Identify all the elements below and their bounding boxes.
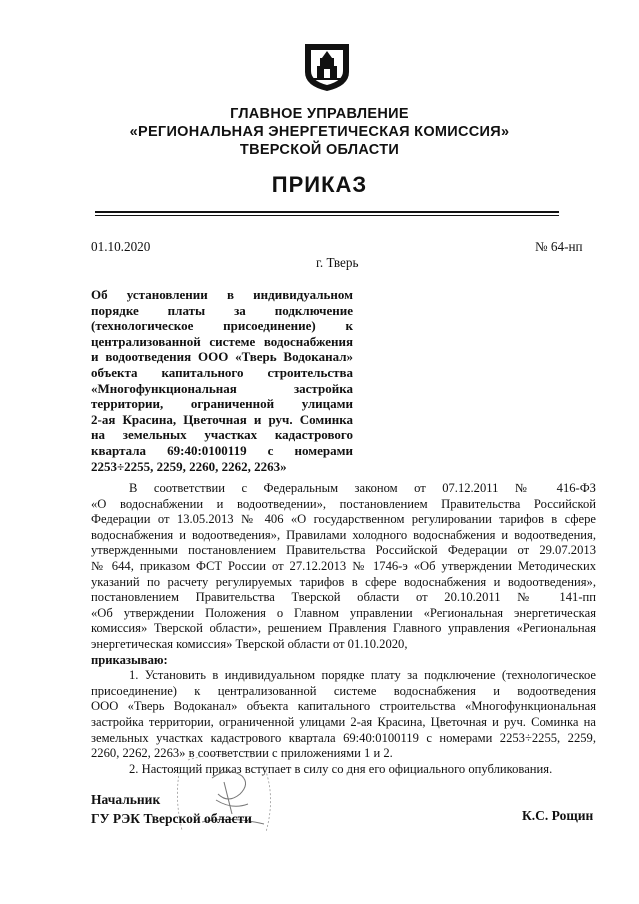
subject-line: порядке платы за подключение — [91, 302, 353, 318]
subject-line: 2253÷2255, 2259, 2260, 2262, 2263» — [91, 458, 287, 474]
body-line: Федерации от 13.05.2013 № 406 «О государственном регулировании тарифов в сфере — [91, 512, 596, 527]
body-line: присоединение) к централизованной системе водоснабжения и водоотведения — [91, 683, 596, 698]
order-keyword: приказываю: — [91, 652, 168, 667]
body-line: застройка территории, ограниченной улицами 2-ая Красина, Цветочная и руч. Соминка на — [91, 714, 596, 729]
body-line: постановлением Правительства Тверской области от 20.10.2011 № 141-пп — [91, 590, 596, 605]
subject-line: на земельных участках кадастрового — [91, 427, 353, 443]
signatory-position-line1: Начальник — [91, 792, 161, 807]
body-line: комиссия» Тверской области», решением Правления Главного управления «Региональная — [91, 621, 596, 636]
document-number: № 64-нп — [535, 239, 583, 254]
body-line: «О водоснабжении и водоотведении», постановлением Правительства Российской — [91, 496, 596, 511]
org-name-line2: «РЕГИОНАЛЬНАЯ ЭНЕРГЕТИЧЕСКАЯ КОМИССИЯ» — [129, 124, 510, 140]
org-name-line1: ГЛАВНОЕ УПРАВЛЕНИЕ — [230, 106, 409, 122]
body-line: земельных участках кадастрового квартала 69:40:0100119 с номерами 2253÷2255, 2259, — [91, 730, 596, 745]
subject-line: централизованной системе водоснабжения — [91, 333, 353, 349]
body-line: ООО «Тверь Водоканал» объекта капитального строительства «Многофункциональная — [91, 699, 596, 714]
body-line: «Об утверждении Положения о Главном управлении «Региональная энергетическая — [91, 605, 596, 620]
body-line: водоснабжения и водоотведения», Правилами холодного водоснабжения и водоотведения, — [91, 527, 596, 542]
document-subject — [91, 287, 353, 474]
subject-line: и водоотведения ООО «Тверь Водоканал» — [91, 349, 353, 365]
subject-line: территории, ограниченной улицами — [91, 396, 353, 412]
body-line: 2. Настоящий приказ вступает в силу со дня его официального опубликования. — [129, 761, 553, 776]
body-line: 2260, 2262, 2263» в соответствии с приложениями 1 и 2. — [91, 746, 393, 761]
body-line: указаний по расчету регулируемых тарифов в сфере водоснабжения и водоотведения», — [91, 574, 596, 589]
subject-line: (технологическое присоединение) к — [91, 318, 353, 334]
subject-line: 2-ая Красина, Цветочная и руч. Соминка — [91, 411, 353, 427]
signatory-position-line2: ГУ РЭК Тверской области — [91, 811, 252, 826]
subject-line: Об установлении в индивидуальном — [91, 287, 353, 302]
body-line: утвержденными постановлением Правительства Российской Федерации от 29.07.2013 — [91, 543, 596, 558]
body-line: № 644, приказом ФСТ России от 27.12.2013 № 1746-э «Об утверждении Методических — [91, 558, 596, 573]
subject-line: объекта капитального строительства — [91, 364, 353, 380]
document-date: 01.10.2020 — [91, 239, 151, 254]
subject-line: квартала 69:40:0100119 с номерами — [91, 442, 353, 458]
signatory-name: К.С. Рощин — [522, 808, 594, 823]
document-type-title: ПРИКАЗ — [271, 172, 368, 197]
subject-line: «Многофункциональная застройка — [91, 380, 353, 396]
document-body — [91, 481, 596, 777]
org-name-line3: ТВЕРСКОЙ ОБЛАСТИ — [239, 142, 400, 158]
signatory-position — [91, 790, 252, 828]
body-line: энергетическая комиссия» Тверской области от 01.10.2020, — [91, 636, 408, 651]
header-divider-thin — [95, 215, 559, 216]
body-line: 1. Установить в индивидуальном порядке плату за подключение (технологическое — [129, 668, 596, 683]
body-line: В соответствии с Федеральным законом от 07.12.2011 № 416-ФЗ — [129, 481, 596, 495]
document-city: г. Тверь — [316, 255, 359, 270]
header-divider-thick — [95, 211, 559, 213]
coat-of-arms-emblem — [303, 42, 351, 92]
